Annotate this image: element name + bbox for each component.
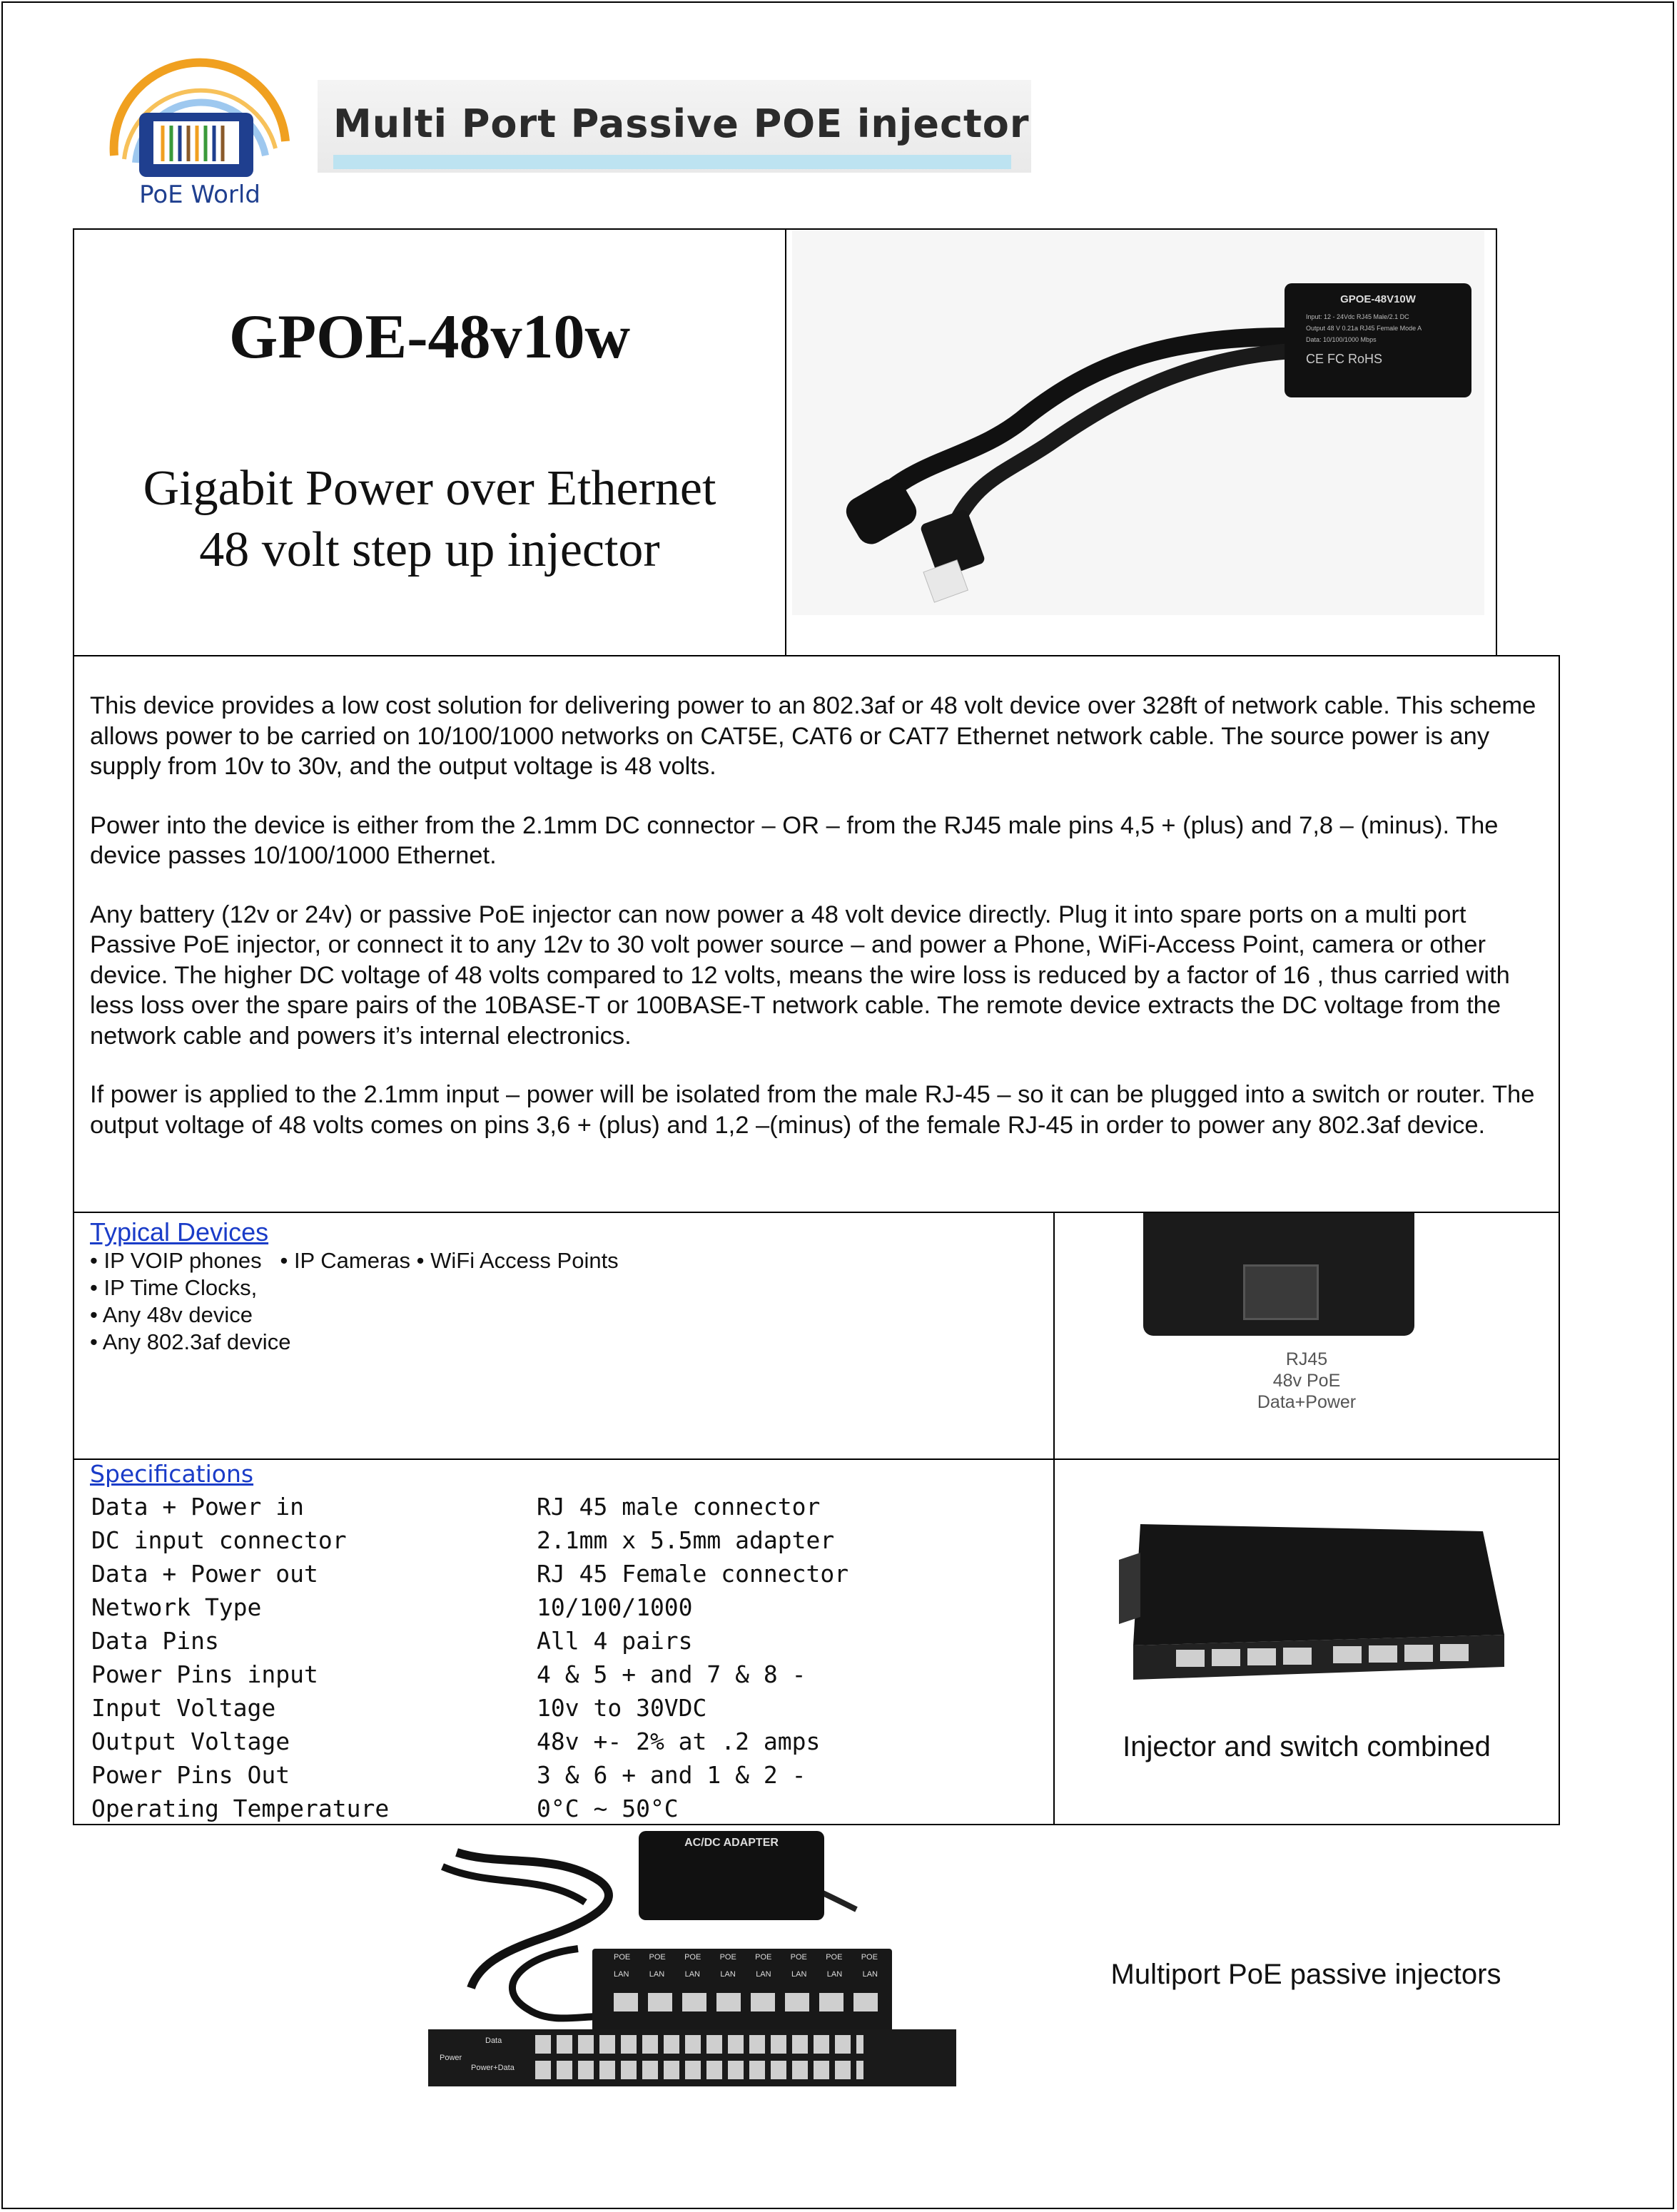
strip-poe-label: POE: [861, 1953, 878, 1962]
strip-poe-label: POE: [790, 1953, 807, 1962]
rj45-port: [853, 1993, 878, 2011]
rj45-port: [819, 1993, 843, 2011]
strip-lan-label: LAN: [614, 1970, 629, 1979]
spec-value: RJ 45 Female connector: [537, 1560, 849, 1588]
typical-devices-box: [73, 1212, 1055, 1460]
rj45-port: [682, 1993, 706, 2011]
description-paragraph-3: Any battery (12v or 24v) or passive PoE injector can now power a 48 volt device directly. Plug it into spare ports on a multi port Passive PoE injector, or connect it to any 12v to 30 volt power source – and power a Phone, WiFi-Access Point, camera or other device. The higher DC voltage of 48 volts compared to 12 volts, means the wire loss is reduced by a factor of 16 , thus carried with less loss over the spare pairs of the 10BASE-T or 100BASE-T network cable. The remote device extracts the DC voltage from the network cable and powers it’s internal electronics.: [90, 900, 1510, 1050]
rj45-caption: [1055, 1349, 1559, 1413]
rj45-port: [785, 1993, 809, 2011]
description-paragraph-1: This device provides a low cost solution for delivering power to an 802.3af or 48 volt device over 328ft of network cable. This scheme allows power to be carried on 10/100/1000 networks on CAT5E, CAT6 or CAT7 Ethernet network cable. The source power is any supply from 10v to 30v, and the output voltage is 48 volts.: [90, 692, 1536, 780]
rack-data-ports: [535, 2035, 863, 2054]
ac-dc-adapter: [639, 1831, 824, 1920]
rj45-port: [716, 1993, 741, 2011]
strip-lan-label: LAN: [649, 1970, 665, 1979]
injector-model-label: GPOE-48V10W: [1340, 293, 1416, 305]
strip-poe-label: POE: [614, 1953, 631, 1962]
product-code: GPOE-48v10w: [228, 303, 631, 372]
rj45-caption-line3: Data+Power: [1257, 1392, 1357, 1412]
spec-label: Data Pins: [91, 1627, 219, 1655]
spec-value: 4 & 5 + and 7 & 8 -: [537, 1660, 806, 1688]
strip-lan-label: LAN: [684, 1970, 700, 1979]
rj45-caption-line2: 48v PoE: [1272, 1371, 1341, 1391]
switch-image-box: [1053, 1458, 1560, 1825]
description-box: [73, 655, 1560, 1213]
spec-label: DC input connector: [91, 1526, 347, 1554]
spec-label: Power Pins input: [91, 1660, 318, 1688]
injector-label-line1: Input: 12 - 24Vdc RJ45 Male/2.1 DC: [1306, 313, 1409, 320]
typical-devices-list: [90, 1247, 619, 1356]
strip-lan-label: LAN: [826, 1970, 843, 1979]
description-paragraph-2: Power into the device is either from the 2.1mm DC connector – OR – from the RJ45 male pins 4,5 + (plus) and 7,8 – (minus). The device passes 10/100/1000 Ethernet.: [90, 811, 1499, 869]
spec-value: 48v +- 2% at .2 amps: [537, 1728, 821, 1755]
spec-label: Power Pins Out: [91, 1761, 290, 1789]
rack-power-data-ports: [535, 2061, 863, 2079]
rj45-port-image-box: [1053, 1212, 1560, 1460]
spec-label: Output Voltage: [91, 1728, 290, 1755]
typical-devices-link[interactable]: Typical Devices: [90, 1217, 269, 1247]
list-item: • Any 802.3af device: [90, 1329, 291, 1354]
list-item: • Any 48v device: [90, 1302, 253, 1327]
product-title-box: [73, 228, 786, 656]
rack-power-label: Power: [440, 2054, 462, 2062]
spec-label: Network Type: [91, 1593, 262, 1621]
rj45-caption-line1: RJ45: [1285, 1349, 1328, 1369]
specifications-box: [73, 1458, 1055, 1825]
rj45-port: [614, 1993, 638, 2011]
list-item: • IP Time Clocks,: [90, 1275, 258, 1300]
injector-label-line3: Data: 10/100/1000 Mbps: [1306, 336, 1377, 343]
rack-power-data-label: Power+Data: [471, 2064, 515, 2072]
title-underline-bar: [333, 155, 1011, 169]
spec-value: 0°C ~ 50°C: [537, 1795, 679, 1822]
specifications-link[interactable]: Specifications: [90, 1460, 254, 1488]
list-item: • IP VOIP phones • IP Cameras • WiFi Access Points: [90, 1248, 619, 1273]
multiport-caption: Multiport PoE passive injectors: [1110, 1959, 1501, 1990]
spec-value: 3 & 6 + and 1 & 2 -: [537, 1761, 806, 1789]
product-image-box: [785, 228, 1497, 656]
rj45-port-photo: [1143, 1213, 1414, 1339]
description-paragraph-4: If power is applied to the 2.1mm input – power will be isolated from the male RJ-45 – so it can be plugged into a switch or router. The output voltage of 48 volts comes on pins 3,6 + (plus) and 1,2 –(minus) of the female RJ-45 in order to power any 802.3af device.: [90, 1081, 1535, 1139]
multiport-injectors-photo: [414, 1824, 971, 2109]
rj45-port: [751, 1993, 775, 2011]
product-subtitle-line1: Gigabit Power over Ethernet: [143, 461, 716, 516]
spec-value: 10/100/1000: [537, 1593, 693, 1621]
logo-text: PoE World: [139, 181, 260, 209]
spec-value: 2.1mm x 5.5mm adapter: [537, 1526, 835, 1554]
strip-poe-label: POE: [755, 1953, 772, 1962]
spec-value: 10v to 30VDC: [537, 1694, 707, 1722]
strip-lan-label: LAN: [862, 1970, 878, 1979]
poe-world-logo: [100, 34, 300, 214]
spec-value: RJ 45 male connector: [537, 1493, 821, 1521]
rack-mount-injector: [428, 2029, 956, 2086]
injector-box: [1285, 283, 1471, 397]
spec-label: Input Voltage: [91, 1694, 276, 1722]
spec-value: All 4 pairs: [537, 1627, 693, 1655]
rj45-port: [648, 1993, 672, 2011]
switch-caption: Injector and switch combined: [1123, 1731, 1491, 1762]
rack-data-label: Data: [485, 2036, 502, 2045]
spec-label: Data + Power in: [91, 1493, 305, 1521]
adapter-label: AC/DC ADAPTER: [684, 1837, 779, 1849]
injector-switch-photo: [1112, 1510, 1511, 1681]
strip-poe-label: POE: [649, 1953, 666, 1962]
strip-poe-label: POE: [684, 1953, 701, 1962]
strip-lan-label: LAN: [756, 1970, 771, 1979]
product-subtitle: [74, 458, 785, 581]
strip-lan-label: LAN: [791, 1970, 807, 1979]
spec-label: Operating Temperature: [91, 1795, 390, 1822]
strip-poe-label: POE: [719, 1953, 736, 1962]
injector-product-photo: [792, 230, 1484, 615]
rj45-jack: [1243, 1264, 1319, 1320]
injector-label-line2: Output 48 V 0.21a RJ45 Female Mode A: [1306, 325, 1422, 332]
strip-lan-label: LAN: [720, 1970, 736, 1979]
page-title: Multi Port Passive POE injector: [333, 101, 1030, 146]
header-banner: [318, 80, 1031, 173]
product-subtitle-line2: 48 volt step up injector: [199, 522, 660, 577]
strip-poe-label: POE: [826, 1953, 843, 1962]
certification-marks: CE FC RoHS: [1306, 352, 1383, 366]
spec-label: Data + Power out: [91, 1560, 318, 1588]
